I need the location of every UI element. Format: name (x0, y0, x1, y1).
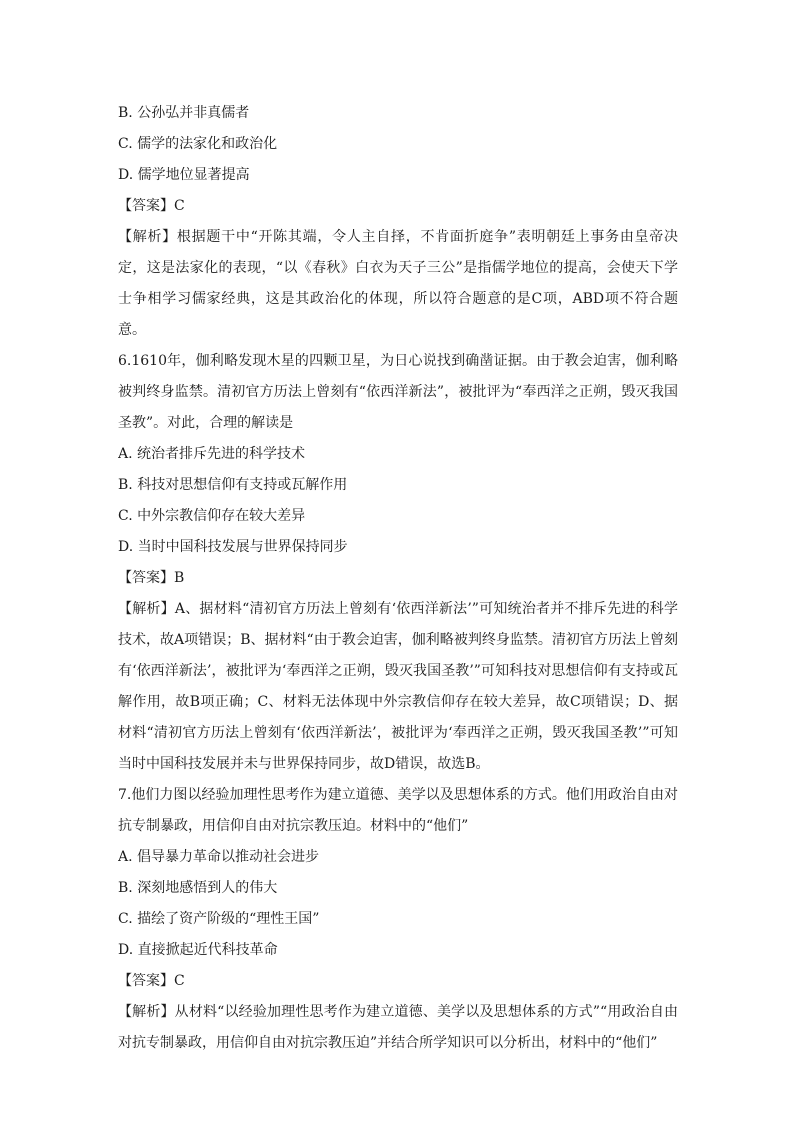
q6-option-b: B. 科技对思想信仰有支持或瓦解作用 (118, 477, 348, 493)
q7-stem: 7.他们力图以经验加理性思考作为建立道德、美学以及思想体系的方式。他们用政治自由对抗专制暴政，用信仰自由对抗宗教压迫。材料中的“他们” (118, 787, 678, 834)
q7-option-d: D. 直接掀起近代科技革命 (118, 942, 278, 958)
analysis-text: A、据材料“清初官方历法上曾刻有‘依西洋新法’”可知统治者并不排斥先进的科学技术，故A项错误；B、据材料“由于教会迫害，伽利略被判终身监禁。清初官方历法上曾刻有‘依西洋新法’，被批评为‘奉西洋之正朔，毁灭我国圣教’”可知科技对思想信仰有支持或瓦解作用，故B项正确；C、材料无法体现中外宗教信仰存在较大差异，故C项错误；D、据材料“清初官方历法上曾刻有‘依西洋新法’，被批评为‘奉西洋之正朔，毁灭我国圣教’”可知当时中国科技发展并未与世界保持同步，故D错误，故选B。 (118, 601, 679, 772)
document-page (118, 98, 678, 1059)
answer-label: 【答案】 (118, 973, 174, 989)
answer-value: C (174, 198, 185, 214)
answer-label: 【答案】 (118, 570, 174, 586)
q7-answer (118, 966, 678, 997)
q7-analysis (118, 997, 678, 1059)
q5-answer (118, 191, 678, 222)
analysis-text: 从材料“以经验加理性思考作为建立道德、美学以及思想体系的方式”“用政治自由对抗专制暴政，用信仰自由对抗宗教压迫”并结合所学知识可以分析出，材料中的“他们” (118, 1004, 678, 1051)
analysis-text: 根据题干中“开陈其端，令人主自择，不肯面折庭争”表明朝廷上事务由皇帝决定，这是法家化的表现，“以《春秋》白衣为天子三公”是指儒学地位的提高，会使天下学士争相学习儒家经典，这是其政治化的体现，所以符合题意的是C项，ABD项不符合题意。 (118, 229, 679, 338)
q6-answer (118, 563, 678, 594)
q6-option-a: A. 统治者排斥先进的科学技术 (118, 446, 306, 462)
analysis-label: 【解析】 (118, 601, 175, 617)
q7-option-c: C. 描绘了资产阶级的“理性王国” (118, 911, 320, 927)
answer-value: C (174, 973, 185, 989)
q6-option-c: C. 中外宗教信仰存在较大差异 (118, 508, 306, 524)
answer-value: B (174, 570, 185, 586)
analysis-label: 【解析】 (118, 229, 177, 245)
q5-analysis (118, 222, 678, 346)
analysis-label: 【解析】 (118, 1004, 175, 1020)
q7-option-b: B. 深刻地感悟到人的伟大 (118, 880, 278, 896)
q5-option-b: B. 公孙弘并非真儒者 (118, 105, 250, 121)
q7-option-a: A. 倡导暴力革命以推动社会进步 (118, 849, 320, 865)
q6-option-d: D. 当时中国科技发展与世界保持同步 (118, 539, 348, 555)
q5-option-d: D. 儒学地位显著提高 (118, 167, 250, 183)
q5-option-c: C. 儒学的法家化和政治化 (118, 136, 278, 152)
q6-stem: 6.1610年，伽利略发现木星的四颗卫星，为日心说找到确凿证据。由于教会迫害，伽利略被判终身监禁。清初官方历法上曾刻有“依西洋新法”，被批评为“奉西洋之正朔，毁灭我国圣教”。对此，合理的解读是 (118, 353, 678, 431)
answer-label: 【答案】 (118, 198, 174, 214)
q6-analysis (118, 594, 678, 780)
